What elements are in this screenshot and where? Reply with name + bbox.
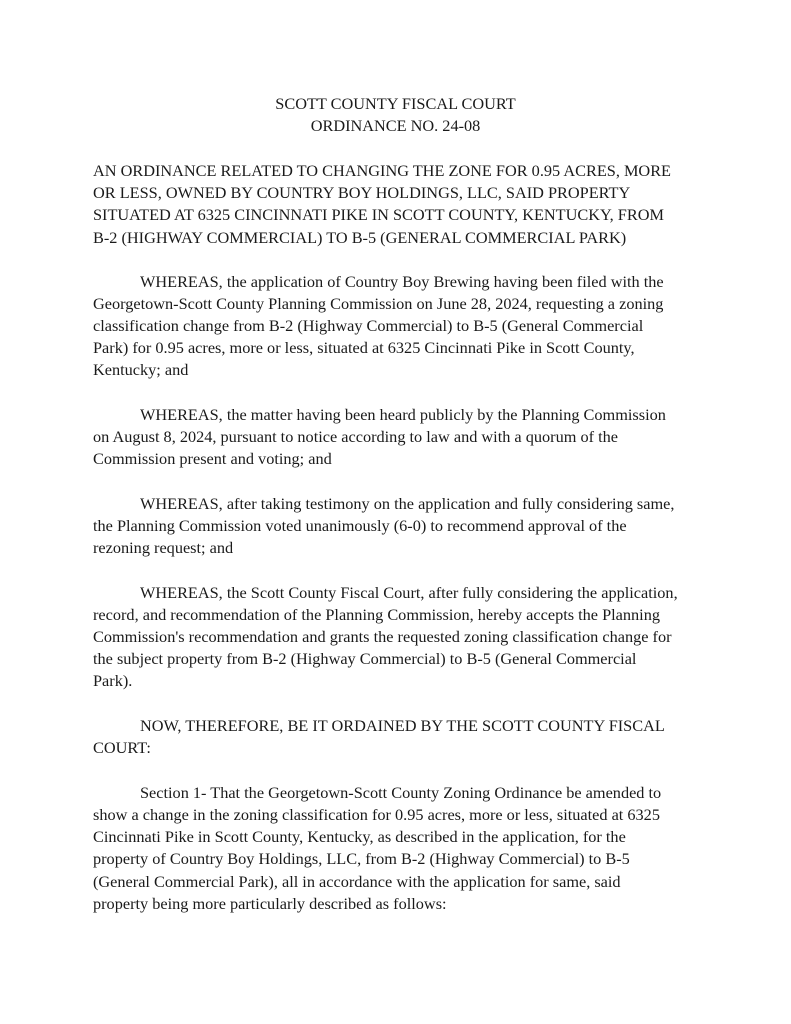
paragraph-line: Commission's recommendation and grants the requested zoning classification change for (93, 627, 672, 646)
paragraph-line: Park). (93, 671, 133, 690)
paragraph-line: classification change from B-2 (Highway Commercial) to B-5 (General Commercial (93, 316, 644, 335)
paragraph-line: show a change in the zoning classification for 0.95 acres, more or less, situated at 6325 (93, 805, 660, 824)
paragraph-line: WHEREAS, the matter having been heard publicly by the Planning Commission (140, 405, 666, 424)
paragraph-line: on August 8, 2024, pursuant to notice according to law and with a quorum of the (93, 427, 618, 446)
title-line: B-2 (HIGHWAY COMMERCIAL) TO B-5 (GENERAL COMMERCIAL PARK) (93, 228, 627, 247)
ordinance-number: ORDINANCE NO. 24-08 (310, 116, 481, 135)
title-line: SITUATED AT 6325 CINCINNATI PIKE IN SCOTT COUNTY, KENTUCKY, FROM (93, 205, 664, 224)
paragraph-line: WHEREAS, after taking testimony on the application and fully considering same, (140, 494, 675, 513)
paragraph-line: COURT: (93, 738, 151, 757)
paragraph-line: (General Commercial Park), all in accordance with the application for same, said (93, 872, 621, 891)
paragraph-line: Cincinnati Pike in Scott County, Kentucky, as described in the application, for the (93, 827, 626, 846)
paragraph-line: property of Country Boy Holdings, LLC, from B-2 (Highway Commercial) to B-5 (93, 849, 630, 868)
paragraph-line: Park) for 0.95 acres, more or less, situated at 6325 Cincinnati Pike in Scott County, (93, 338, 635, 357)
paragraph-line: NOW, THEREFORE, BE IT ORDAINED BY THE SCOTT COUNTY FISCAL (140, 716, 665, 735)
paragraph-line: WHEREAS, the application of Country Boy Brewing having been filed with the (140, 272, 664, 291)
paragraph-line: rezoning request; and (93, 538, 234, 557)
paragraph-line: Commission present and voting; and (93, 449, 332, 468)
court-heading: SCOTT COUNTY FISCAL COURT (275, 94, 516, 113)
paragraph-line: Kentucky; and (93, 360, 189, 379)
paragraph-line: WHEREAS, the Scott County Fiscal Court, after fully considering the application, (140, 583, 678, 602)
title-line: OR LESS, OWNED BY COUNTRY BOY HOLDINGS, LLC, SAID PROPERTY (93, 183, 631, 202)
title-line: AN ORDINANCE RELATED TO CHANGING THE ZONE FOR 0.95 ACRES, MORE (93, 161, 671, 180)
paragraph-line: the subject property from B-2 (Highway Commercial) to B-5 (General Commercial (93, 649, 637, 668)
paragraph-line: record, and recommendation of the Planning Commission, hereby accepts the Planning (93, 605, 660, 624)
paragraph-line: Georgetown-Scott County Planning Commission on June 28, 2024, requesting a zoning (93, 294, 664, 313)
paragraph-line: Section 1- That the Georgetown-Scott County Zoning Ordinance be amended to (140, 783, 662, 802)
paragraph-line: property being more particularly described as follows: (93, 894, 447, 913)
paragraph-line: the Planning Commission voted unanimously (6-0) to recommend approval of the (93, 516, 627, 535)
